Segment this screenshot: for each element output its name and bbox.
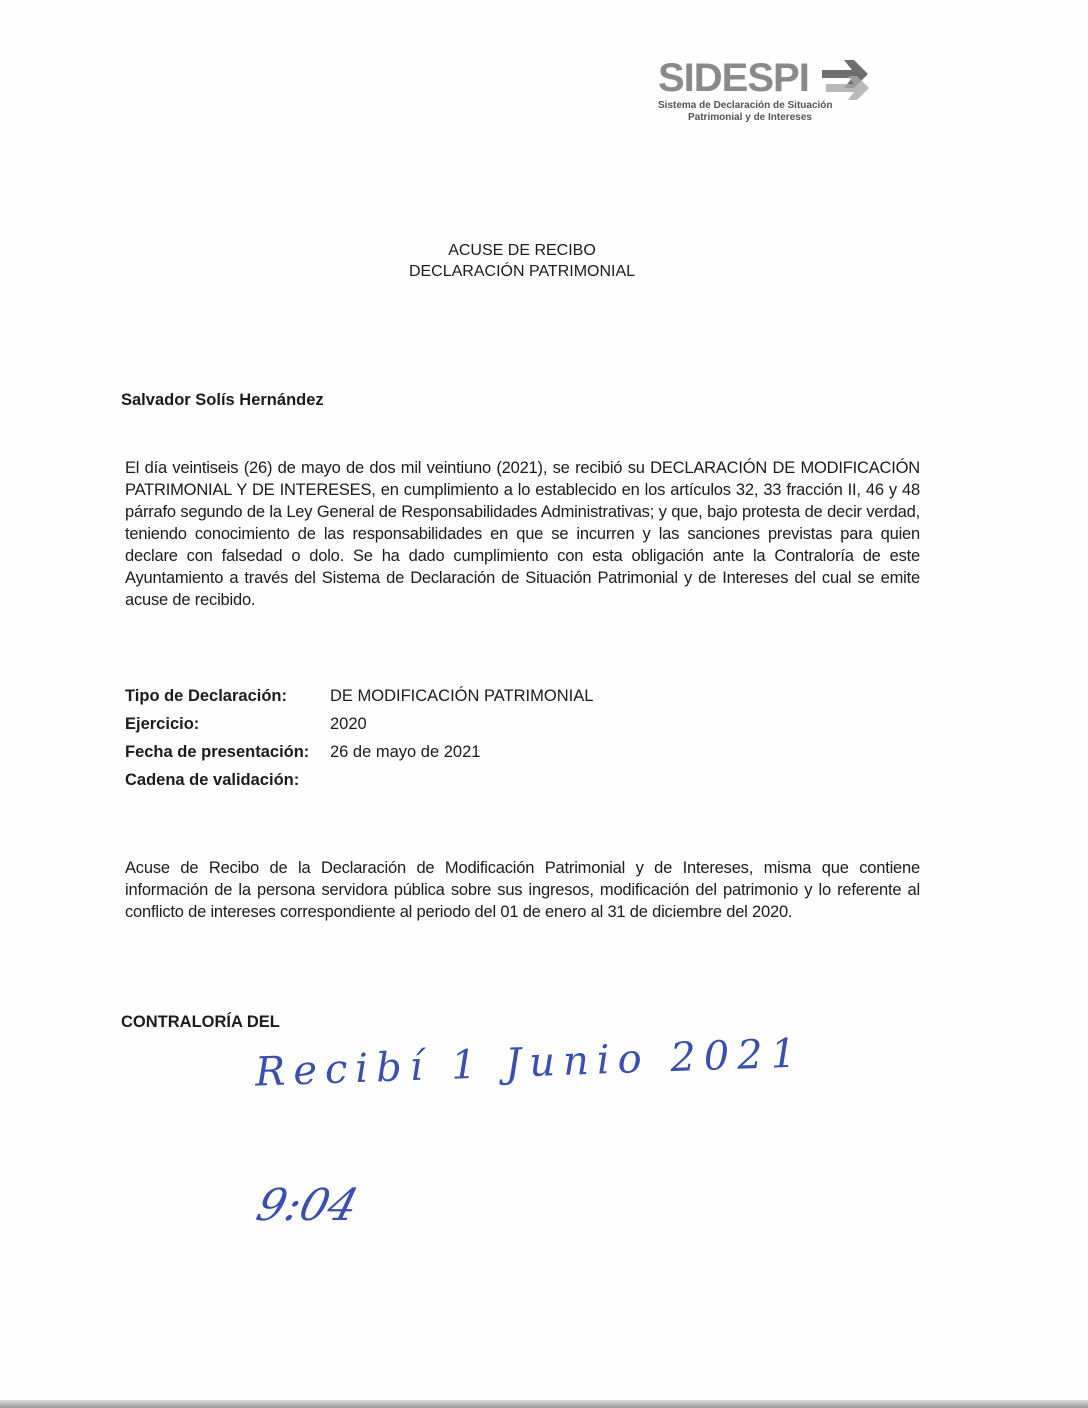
field-row xyxy=(125,766,593,794)
logo-subtitle-2: Patrimonial y de Intereses xyxy=(688,112,812,123)
declaration-fields xyxy=(125,682,593,794)
field-label: Ejercicio: xyxy=(125,714,200,733)
sidespi-logo xyxy=(658,56,878,124)
arrow-logo-icon xyxy=(818,56,876,102)
title-line-1: ACUSE DE RECIBO xyxy=(448,242,596,259)
logo-word: SIDESPI xyxy=(658,56,809,100)
title-line-2: DECLARACIÓN PATRIMONIAL xyxy=(408,263,636,280)
scan-edge xyxy=(0,1400,1088,1408)
signature-block: CONTRALORÍA DEL xyxy=(121,1013,280,1031)
field-label: Fecha de presentación: xyxy=(125,742,310,761)
body-paragraph: El día veintiseis (26) de mayo de dos mil veintiuno (2021), se recibió su DECLARACIÓN DE MODIFICACIÓN PATRIMONIAL Y DE INTERESES, en cumplimiento a lo establecido en los artículos 32, 33 fracción II, 46 y 48 párrafo segundo de la Ley General de Responsabilidades Administrativas; y que, bajo protesta de decir verdad, teniendo conocimiento de las responsabilidades en que se incurren y las sanciones previstas para quien declare con falsedad o dolo. Se ha dado cumplimiento con esta obligación ante la Contraloría de este Ayuntamiento a través del Sistema de Declaración de Situación Patrimonial y de Intereses del cual se emite acuse de recibido. xyxy=(125,459,920,609)
field-row xyxy=(125,710,593,738)
field-value: DE MODIFICACIÓN PATRIMONIAL xyxy=(330,686,594,705)
recipient-name: Salvador Solís Hernández xyxy=(121,391,324,409)
document-title xyxy=(0,240,1044,282)
logo-subtitle-1: Sistema de Declaración de Situación xyxy=(658,100,833,111)
closing-paragraph: Acuse de Recibo de la Declaración de Modificación Patrimonial y de Intereses, misma que contiene información de la persona servidora pública sobre sus ingresos, modificación del patrimonio y lo referente al conflicto de intereses correspondiente al periodo del 01 de enero al 31 de diciembre del 2020. xyxy=(125,859,920,921)
field-label: Cadena de validación: xyxy=(125,770,300,789)
field-row xyxy=(125,682,593,710)
handwritten-received-note: Recibí 1 Junio 2021 xyxy=(254,1030,805,1096)
handwritten-time-note: 9:04 xyxy=(251,1180,364,1231)
field-row xyxy=(125,738,593,766)
field-label: Tipo de Declaración: xyxy=(125,686,287,705)
field-value: 2020 xyxy=(330,714,367,733)
field-value: 26 de mayo de 2021 xyxy=(330,742,481,761)
